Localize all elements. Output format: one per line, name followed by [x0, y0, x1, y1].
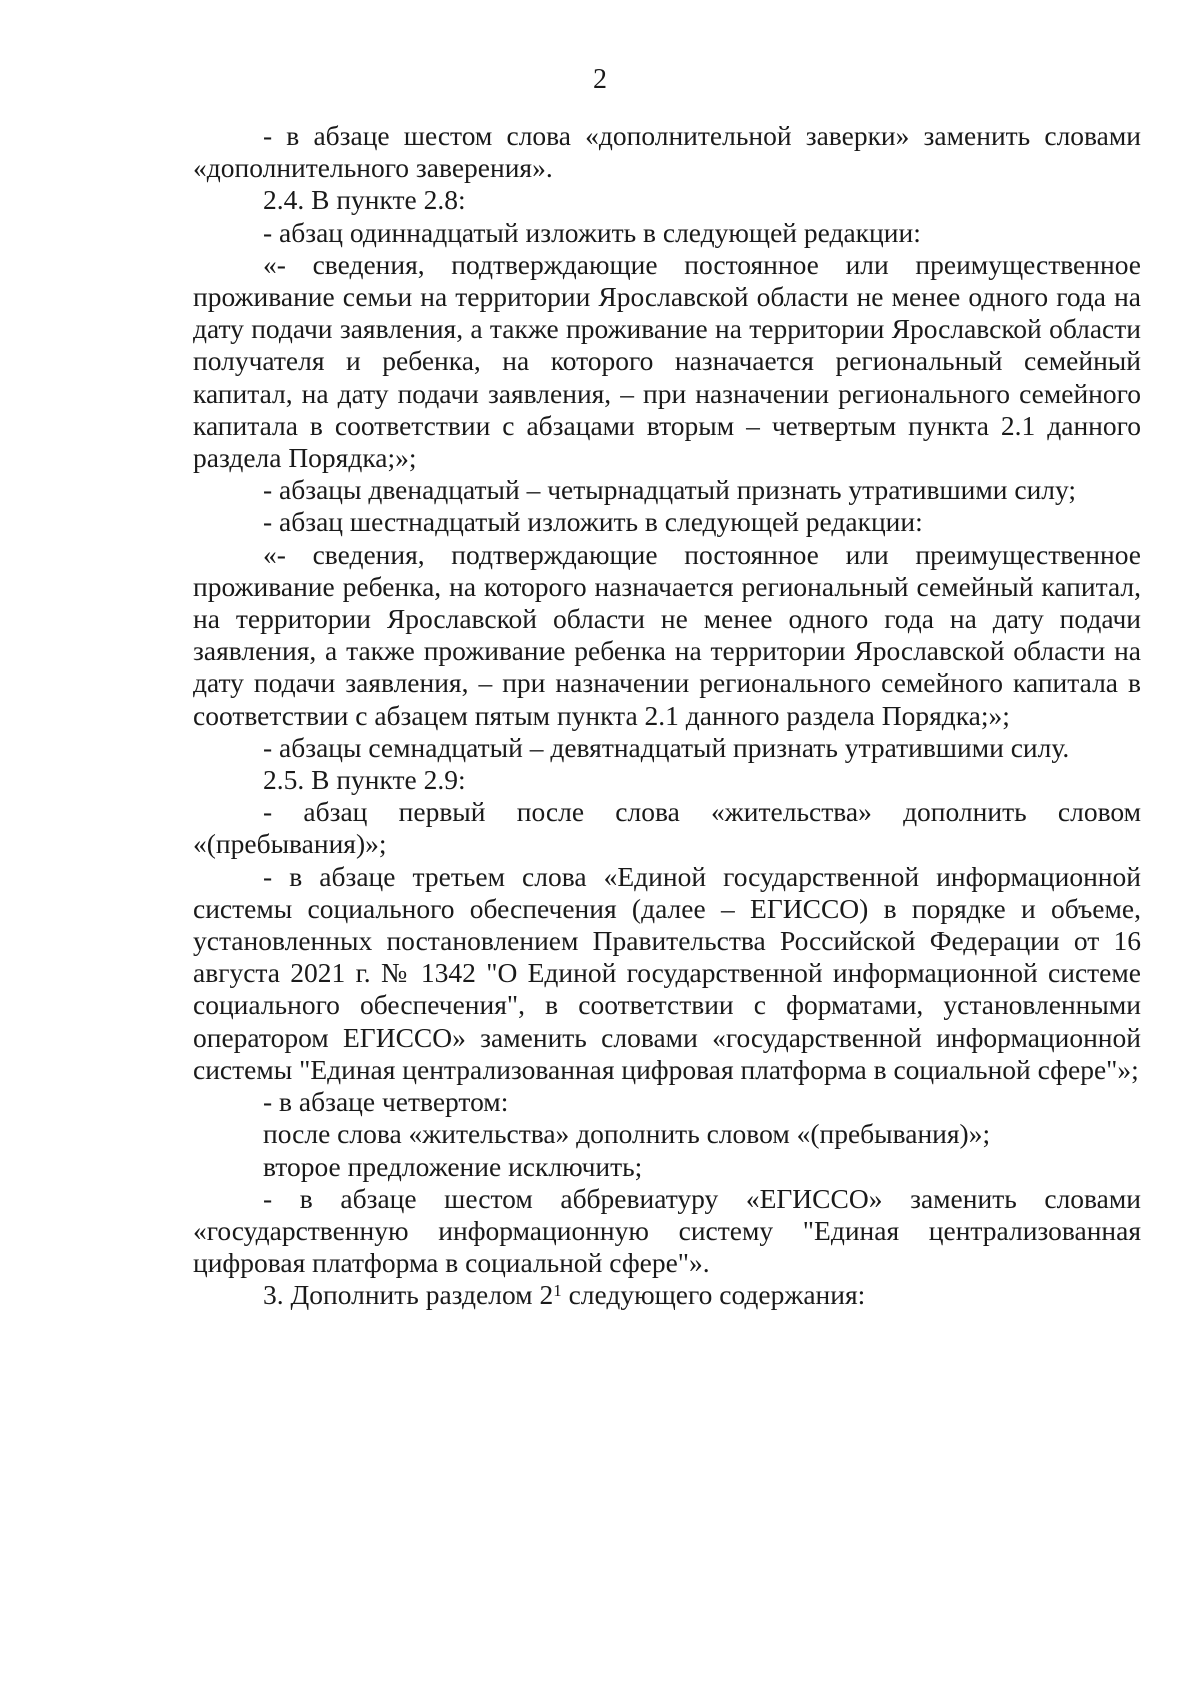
section-addition-paragraph — [193, 1279, 1141, 1311]
paragraph: - абзацы двенадцатый – четырнадцатый признать утратившими силу; — [263, 474, 1077, 506]
paragraph: - абзацы семнадцатый – девятнадцатый признать утратившими силу. — [263, 731, 1070, 763]
paragraph: - абзац шестнадцатый изложить в следующей редакции: — [263, 506, 923, 538]
paragraph: 2.5. В пункте 2.9: — [263, 764, 466, 796]
paragraph: - в абзаце шестом аббревиатуру «ЕГИССО» заменить словами «государственную информационную систему "Единая централизованная цифровая платформа в социальной сфере"». — [193, 1182, 1141, 1279]
superscript: 1 — [553, 1281, 562, 1301]
paragraph: второе предложение исключить; — [263, 1150, 643, 1182]
paragraph: - в абзаце четвертом: — [263, 1086, 509, 1118]
paragraph: - в абзаце третьем слова «Единой государственной информационной системы социального обеспечения (далее – ЕГИССО) в порядке и объеме, установленных постановлением Правительства Российской Федерации от 16 августа 2021 г. № 1342 "О Единой государственной информационной системе социального обеспечения", в соответствии с форматами, установленными оператором ЕГИССО» заменить словами «государственной информационной системы "Единая централизованная цифровая платформа в социальной сфере"»; — [193, 860, 1141, 1085]
paragraph: «- сведения, подтверждающие постоянное или преимущественное проживание ребенка, на которого назначается региональный семейный капитал, на территории Ярославской области не менее одного года на дату подачи заявления, а также проживание ребенка на территории Ярославской области на дату подачи заявления, – при назначении регионального семейного капитала в соответствии с абзацем пятым пункта 2.1 данного раздела Порядка;»; — [193, 538, 1141, 731]
paragraph-text-before: 3. Дополнить разделом 2 — [263, 1279, 554, 1311]
document-body — [193, 120, 1141, 1312]
paragraph: - в абзаце шестом слова «дополнительной заверки» заменить словами «дополнительного заверения». — [193, 120, 1141, 184]
paragraph-text-after: следующего содержания: — [561, 1279, 866, 1311]
paragraph: - абзац одиннадцатый изложить в следующей редакции: — [263, 216, 921, 248]
paragraph: после слова «жительства» дополнить словом «(пребывания)»; — [263, 1118, 991, 1150]
page-number: 2 — [593, 64, 607, 95]
paragraph: 2.4. В пункте 2.8: — [263, 184, 466, 216]
paragraph: «- сведения, подтверждающие постоянное или преимущественное проживание семьи на территории Ярославской области не менее одного года на дату подачи заявления, а также проживание на территории Ярославской области получателя и ребенка, на которого назначается региональный семейный капитал, на дату подачи заявления, – при назначении регионального семейного капитала в соответствии с абзацами вторым – четвертым пункта 2.1 данного раздела Порядка;»; — [193, 248, 1141, 474]
paragraph: - абзац первый после слова «жительства» дополнить словом «(пребывания)»; — [193, 796, 1141, 860]
